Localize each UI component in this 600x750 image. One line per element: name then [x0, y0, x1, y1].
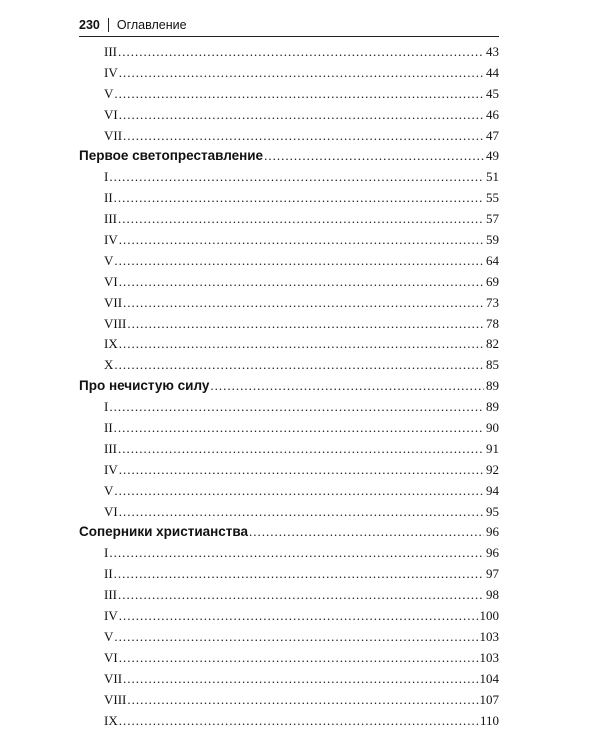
- toc-entry-label: VI: [104, 106, 118, 122]
- header-divider: [108, 18, 109, 32]
- dot-leader: [123, 293, 484, 314]
- dot-leader: [114, 188, 484, 209]
- toc-entry-label: Первое светопреставление: [79, 148, 264, 164]
- toc-chapter-entry[interactable]: [79, 522, 499, 543]
- dot-leader: [118, 585, 484, 606]
- toc-section-entry[interactable]: [79, 669, 499, 690]
- dot-leader: [119, 460, 484, 481]
- toc-entry-label: I: [104, 169, 109, 185]
- toc-entry-label: I: [104, 545, 109, 561]
- toc-entry-label: X: [104, 357, 114, 373]
- dot-leader: [118, 42, 484, 63]
- toc-entry-label: VII: [104, 670, 123, 686]
- dot-leader: [123, 669, 478, 690]
- dot-leader: [119, 606, 479, 627]
- dot-leader: [264, 146, 484, 167]
- dot-leader: [118, 209, 484, 230]
- toc-section-entry[interactable]: [79, 606, 499, 627]
- toc-section-entry[interactable]: [79, 543, 499, 564]
- toc-chapter-entry[interactable]: [79, 146, 499, 167]
- toc-section-entry[interactable]: [79, 251, 499, 272]
- toc-entry-page: 82: [486, 336, 499, 352]
- toc-section-entry[interactable]: [79, 334, 499, 355]
- dot-leader: [114, 564, 484, 585]
- toc-entry-page: 107: [479, 691, 499, 707]
- toc-section-entry[interactable]: [79, 648, 499, 669]
- toc-section-entry[interactable]: [79, 481, 499, 502]
- table-of-contents: [79, 42, 499, 731]
- toc-section-entry[interactable]: [79, 188, 499, 209]
- toc-section-entry[interactable]: [79, 439, 499, 460]
- toc-entry-label: IV: [104, 232, 118, 248]
- toc-entry-label: IX: [104, 336, 118, 352]
- dot-leader: [114, 355, 484, 376]
- toc-entry-page: 59: [486, 232, 499, 248]
- dot-leader: [127, 690, 478, 711]
- toc-entry-page: 73: [486, 294, 499, 310]
- toc-entry-page: 44: [486, 64, 499, 80]
- toc-entry-label: VIII: [104, 691, 127, 707]
- toc-entry-label: IV: [104, 608, 118, 624]
- toc-entry-page: 49: [486, 148, 499, 164]
- dot-leader: [114, 84, 484, 105]
- toc-section-entry[interactable]: [79, 126, 499, 147]
- toc-entry-page: 69: [486, 273, 499, 289]
- dot-leader: [109, 543, 484, 564]
- dot-leader: [119, 230, 484, 251]
- toc-entry-page: 92: [486, 461, 499, 477]
- toc-entry-label: VII: [104, 294, 123, 310]
- toc-chapter-entry[interactable]: [79, 376, 499, 397]
- toc-section-entry[interactable]: [79, 627, 499, 648]
- toc-section-entry[interactable]: [79, 418, 499, 439]
- toc-entry-label: III: [104, 587, 117, 603]
- toc-section-entry[interactable]: [79, 564, 499, 585]
- toc-entry-page: 95: [486, 503, 499, 519]
- toc-entry-page: 64: [486, 252, 499, 268]
- dot-leader: [119, 63, 484, 84]
- toc-entry-page: 94: [486, 482, 499, 498]
- toc-entry-page: 89: [486, 378, 499, 394]
- toc-entry-page: 98: [486, 587, 499, 603]
- toc-section-entry[interactable]: [79, 42, 499, 63]
- toc-entry-label: II: [104, 420, 113, 436]
- toc-entry-label: Соперники христианства: [79, 524, 249, 540]
- toc-section-entry[interactable]: [79, 167, 499, 188]
- toc-entry-label: VII: [104, 127, 123, 143]
- toc-section-entry[interactable]: [79, 209, 499, 230]
- toc-entry-page: 51: [486, 169, 499, 185]
- toc-entry-page: 96: [486, 545, 499, 561]
- toc-entry-label: VI: [104, 649, 118, 665]
- dot-leader: [249, 522, 484, 543]
- toc-section-entry[interactable]: [79, 63, 499, 84]
- page-number: 230: [79, 18, 100, 32]
- toc-entry-label: I: [104, 399, 109, 415]
- toc-entry-page: 91: [486, 440, 499, 456]
- toc-entry-page: 96: [486, 524, 499, 540]
- toc-entry-label: VIII: [104, 315, 127, 331]
- dot-leader: [119, 105, 484, 126]
- toc-entry-label: IV: [104, 461, 118, 477]
- toc-entry-page: 110: [479, 712, 499, 728]
- toc-entry-label: V: [104, 252, 114, 268]
- dot-leader: [119, 648, 479, 669]
- dot-leader: [109, 397, 484, 418]
- toc-entry-page: 55: [486, 190, 499, 206]
- toc-entry-page: 97: [486, 566, 499, 582]
- toc-entry-label: IV: [104, 64, 118, 80]
- toc-section-entry[interactable]: [79, 272, 499, 293]
- toc-section-entry[interactable]: [79, 314, 499, 335]
- toc-entry-label: VI: [104, 503, 118, 519]
- toc-entry-page: 89: [486, 399, 499, 415]
- toc-entry-label: V: [104, 482, 114, 498]
- toc-section-entry[interactable]: [79, 585, 499, 606]
- header-title: Оглавление: [116, 18, 187, 32]
- toc-entry-label: II: [104, 566, 113, 582]
- toc-entry-page: 103: [479, 628, 499, 644]
- toc-entry-page: 57: [486, 211, 499, 227]
- running-header: [79, 14, 499, 37]
- toc-section-entry[interactable]: [79, 230, 499, 251]
- toc-entry-page: 45: [486, 85, 499, 101]
- dot-leader: [118, 439, 484, 460]
- toc-entry-page: 85: [486, 357, 499, 373]
- dot-leader: [119, 502, 484, 523]
- toc-entry-page: 47: [486, 127, 499, 143]
- toc-entry-page: 100: [479, 608, 499, 624]
- toc-entry-page: 104: [479, 670, 499, 686]
- dot-leader: [119, 334, 484, 355]
- dot-leader: [114, 627, 478, 648]
- toc-section-entry[interactable]: [79, 711, 499, 732]
- toc-section-entry[interactable]: [79, 84, 499, 105]
- dot-leader: [127, 314, 484, 335]
- dot-leader: [109, 167, 484, 188]
- dot-leader: [114, 418, 484, 439]
- toc-entry-page: 78: [486, 315, 499, 331]
- dot-leader: [114, 251, 484, 272]
- toc-section-entry[interactable]: [79, 397, 499, 418]
- toc-entry-label: III: [104, 44, 117, 59]
- toc-entry-label: III: [104, 440, 117, 456]
- toc-section-entry[interactable]: [79, 690, 499, 711]
- toc-section-entry[interactable]: [79, 460, 499, 481]
- toc-entry-label: II: [104, 190, 113, 206]
- toc-entry-label: III: [104, 211, 117, 227]
- dot-leader: [114, 481, 484, 502]
- toc-entry-page: 43: [486, 44, 499, 59]
- toc-entry-label: V: [104, 85, 114, 101]
- toc-entry-page: 103: [479, 649, 499, 665]
- dot-leader: [119, 272, 484, 293]
- dot-leader: [210, 376, 484, 397]
- toc-entry-page: 46: [486, 106, 499, 122]
- toc-entry-page: 90: [486, 420, 499, 436]
- dot-leader: [119, 711, 479, 732]
- dot-leader: [123, 126, 484, 147]
- toc-section-entry[interactable]: [79, 105, 499, 126]
- toc-section-entry[interactable]: [79, 355, 499, 376]
- toc-entry-label: Про нечистую силу: [79, 378, 210, 394]
- toc-section-entry[interactable]: [79, 293, 499, 314]
- toc-section-entry[interactable]: [79, 502, 499, 523]
- toc-entry-label: V: [104, 628, 114, 644]
- toc-entry-label: VI: [104, 273, 118, 289]
- toc-entry-label: IX: [104, 712, 118, 728]
